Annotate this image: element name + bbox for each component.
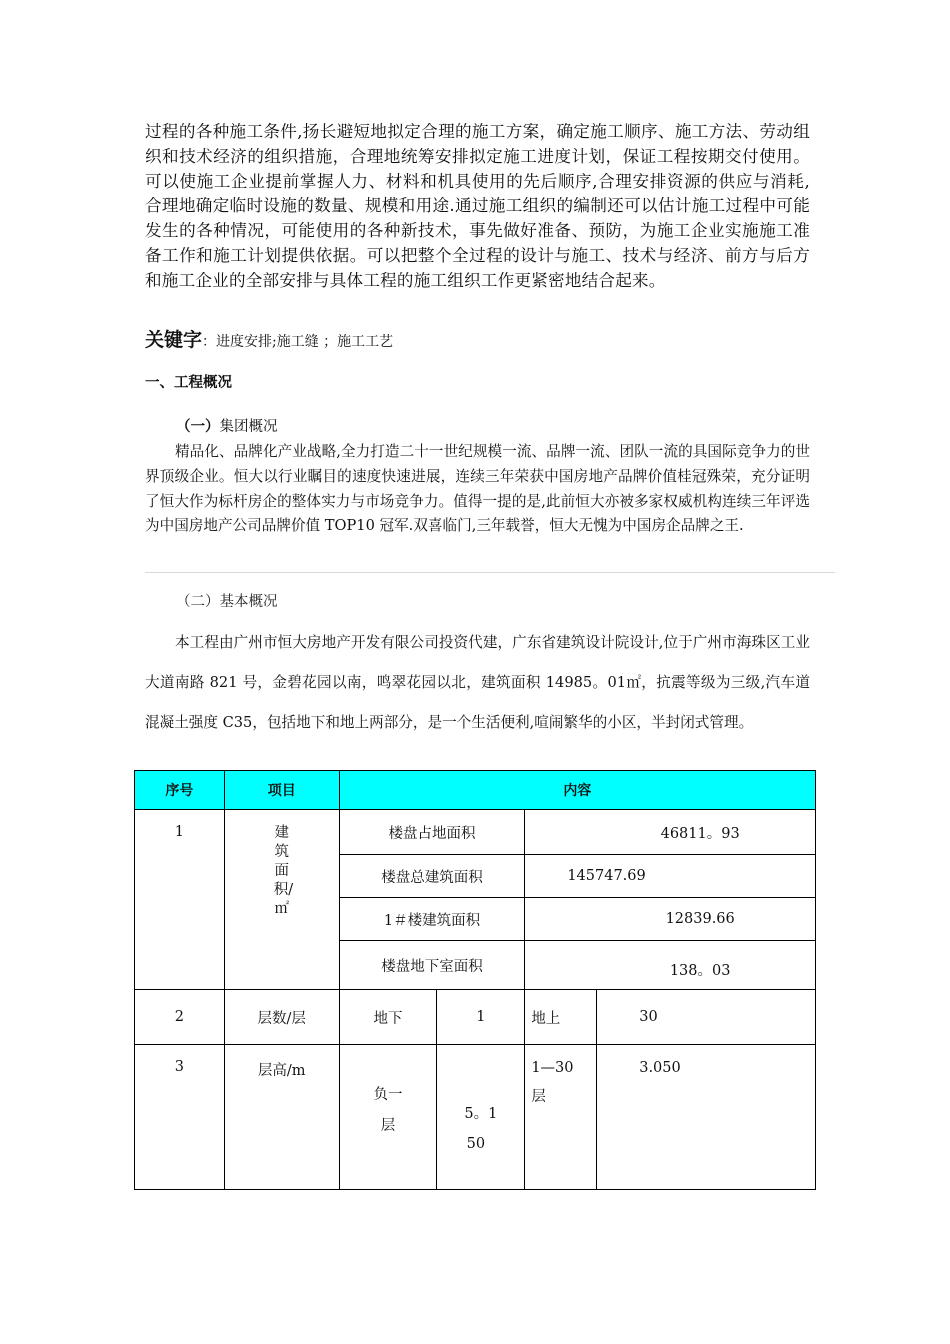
header-no: 序号 bbox=[135, 771, 225, 810]
below-label: 地下 bbox=[339, 990, 437, 1045]
area-label: 1＃楼建筑面积 bbox=[339, 898, 525, 941]
area-label: 楼盘地下室面积 bbox=[339, 941, 525, 990]
row2-no: 2 bbox=[135, 990, 225, 1045]
row1-item: 建筑面积/㎡ bbox=[273, 825, 294, 917]
header-item: 项目 bbox=[224, 771, 339, 810]
intro-paragraph: 过程的各种施工条件,扬长避短地拟定合理的施工方案，确定施工顺序、施工方法、劳动组织和技术经济的组织措施，合理地统筹安排拟定施工进度计划，保证工程按期交付使用。可以使施工企业提前掌握人力、材料和机具使用的先后顺序,合理安排资源的供应与消耗,合理地确定临时设施的数量、规模和用途.通过施工组织的编制还可以估计施工过程中可能发生的各种情况，可能使用的各种新技术，事先做好准备、预防，为施工企业实施施工准备工作和施工计划提供依据。可以把整个全过程的设计与施工、技术与经济、前方与后方和施工企业的全部安排与具体工程的施工组织工作更紧密地结合起来。 bbox=[145, 122, 810, 290]
subheading-group-overview bbox=[176, 415, 278, 436]
above-label: 地上 bbox=[525, 990, 597, 1045]
neg-floor-label-1: 负一 bbox=[373, 1087, 403, 1103]
header-content: 内容 bbox=[339, 771, 815, 810]
floor-range-label-1: 1—30 bbox=[531, 1060, 574, 1076]
area-value: 145747.69 bbox=[525, 855, 816, 898]
neg-floor-value-1: 5。1 bbox=[464, 1106, 498, 1122]
keywords-text: 进度安排;施工缝 ；施工工艺 bbox=[216, 334, 394, 350]
area-value: 12839.66 bbox=[525, 898, 816, 941]
keywords-colon: ： bbox=[202, 334, 217, 350]
divider-line bbox=[145, 572, 835, 573]
section-heading-overview: 一、工程概况 bbox=[145, 375, 232, 391]
floor-range-cell bbox=[525, 1045, 597, 1190]
row2-item: 层数/层 bbox=[224, 990, 339, 1045]
table-row bbox=[135, 1045, 816, 1190]
area-value: 46811。93 bbox=[525, 810, 816, 855]
above-value: 30 bbox=[597, 990, 816, 1045]
row3-no: 3 bbox=[135, 1045, 225, 1190]
neg-floor-label-2: 层 bbox=[380, 1118, 396, 1134]
neg-floor-label-cell bbox=[339, 1045, 437, 1190]
group-overview-paragraph: 精品化、品牌化产业战略,全力打造二十一世纪规模一流、品牌一流、团队一流的具国际竞争力的世界顶级企业。恒大以行业瞩目的速度快速进展，连续三年荣获中国房地产品牌价值桂冠殊荣，充分证明了恒大作为标杆房企的整体实力与市场竞争力。值得一提的是,此前恒大亦被多家权威机构连续三年评选为中国房地产公司品牌价值 TOP10 冠军.双喜临门,三年载誉，恒大无愧为中国房企品牌之王. bbox=[145, 443, 810, 535]
area-label: 楼盘占地面积 bbox=[339, 810, 525, 855]
subheading-title: 集团概况 bbox=[219, 419, 278, 435]
keywords-line bbox=[145, 325, 393, 352]
subheading-basic-overview: （二）基本概况 bbox=[176, 594, 278, 610]
keywords-label: 关键字 bbox=[145, 329, 203, 351]
area-value: 138。03 bbox=[525, 941, 816, 990]
neg-floor-value-2: 50 bbox=[466, 1136, 486, 1152]
floor-range-label-2: 层 bbox=[531, 1089, 546, 1105]
floor-range-value: 3.050 bbox=[597, 1045, 816, 1190]
row3-item: 层高/m bbox=[224, 1045, 339, 1190]
area-label: 楼盘总建筑面积 bbox=[339, 855, 525, 898]
basic-overview-paragraph: 本工程由广州市恒大房地产开发有限公司投资代建，广东省建筑设计院设计,位于广州市海珠区工业大道南路 821 号，金碧花园以南，鸣翠花园以北，建筑面积 14985。01㎡，抗震等级为三级,汽车道混凝土强度 C35，包括地下和地上两部分，是一个生活便利,喧闹繁华的小区，半封闭式管理。 bbox=[145, 634, 810, 731]
table-row bbox=[135, 990, 816, 1045]
project-spec-table bbox=[134, 770, 816, 1190]
subheading-number: （一） bbox=[176, 419, 220, 435]
row1-item-cell bbox=[224, 810, 339, 990]
table-row bbox=[135, 810, 816, 855]
neg-floor-value-cell bbox=[437, 1045, 525, 1190]
row1-no: 1 bbox=[135, 810, 225, 990]
table-header-row bbox=[135, 771, 816, 810]
below-value: 1 bbox=[437, 990, 525, 1045]
